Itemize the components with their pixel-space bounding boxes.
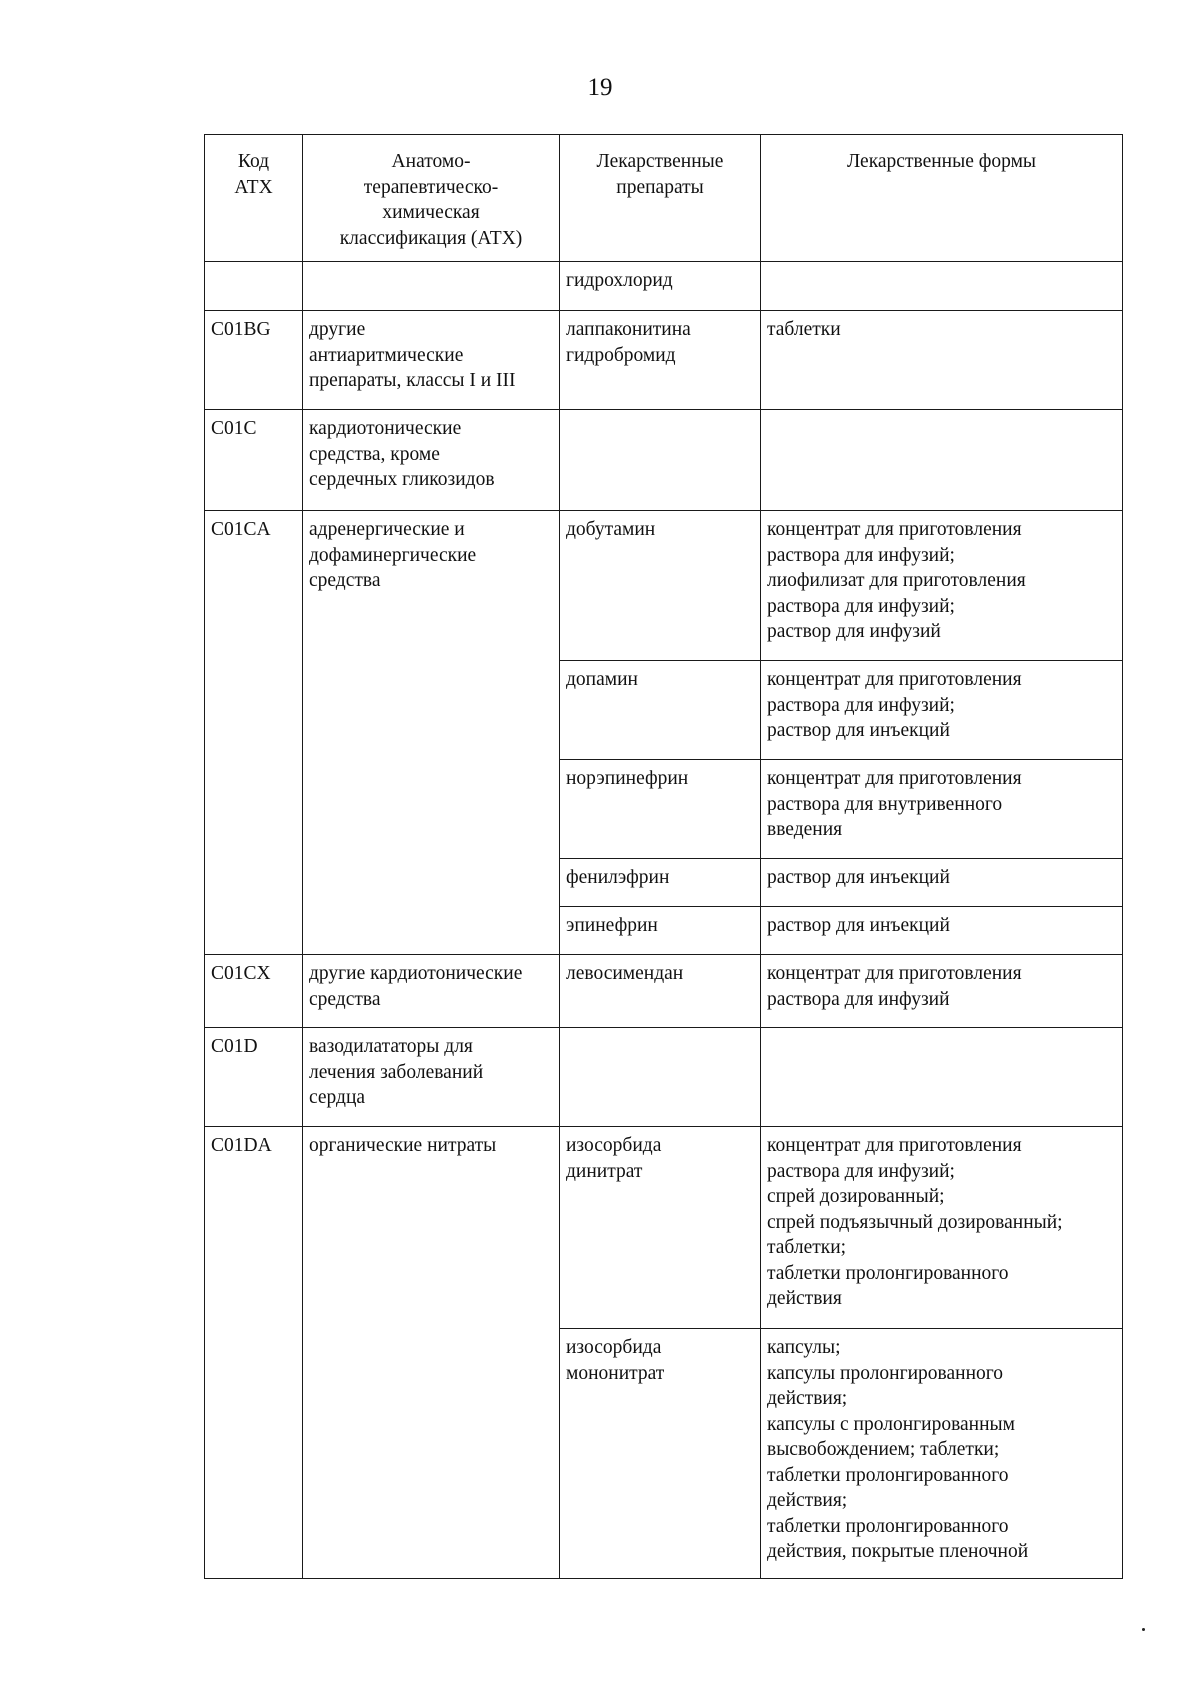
- dosage-forms-cell: раствор для инъекций: [761, 859, 1123, 907]
- page-number: 19: [587, 74, 613, 101]
- drug-cell: изосорбида динитрат: [560, 1127, 761, 1329]
- drug-cell: допамин: [560, 661, 761, 760]
- table-row: [205, 1127, 1123, 1329]
- atc-code-cell: C01CX: [205, 955, 303, 1028]
- table-row: [205, 1028, 1123, 1127]
- header-drugs: Лекарственные препараты: [560, 135, 761, 262]
- table-row: [205, 955, 1123, 1028]
- dosage-forms-cell: концентрат для приготовления раствора для инфузий; спрей дозированный; спрей подъязычный дозированный; таблетки; таблетки пролонгированного действия: [761, 1127, 1123, 1329]
- dosage-forms-cell: таблетки: [761, 311, 1123, 410]
- header-dosage-forms: Лекарственные формы: [761, 135, 1123, 262]
- drug-cell: [560, 1028, 761, 1127]
- header-atc-classification: Анатомо- терапевтическо- химическая классификация (АТХ): [303, 135, 560, 262]
- table-header-row: [205, 135, 1123, 262]
- scan-speck: [1142, 1628, 1145, 1631]
- drug-cell: эпинефрин: [560, 907, 761, 955]
- dosage-forms-cell: концентрат для приготовления раствора для инфузий: [761, 955, 1123, 1028]
- drug-cell: норэпинефрин: [560, 760, 761, 859]
- dosage-forms-cell: концентрат для приготовления раствора для инфузий; лиофилизат для приготовления раствора для инфузий; раствор для инфузий: [761, 511, 1123, 661]
- atc-code-cell: C01D: [205, 1028, 303, 1127]
- classification-cell: другие кардиотонические средства: [303, 955, 560, 1028]
- drug-cell: добутамин: [560, 511, 761, 661]
- drug-cell: фенилэфрин: [560, 859, 761, 907]
- classification-cell: органические нитраты: [303, 1127, 560, 1579]
- dosage-forms-cell: концентрат для приготовления раствора для внутривенного введения: [761, 760, 1123, 859]
- dosage-forms-cell: концентрат для приготовления раствора для инфузий; раствор для инъекций: [761, 661, 1123, 760]
- dosage-forms-cell: раствор для инъекций: [761, 907, 1123, 955]
- atc-code-cell: C01CA: [205, 511, 303, 955]
- dosage-forms-cell: [761, 1028, 1123, 1127]
- drug-cell: лаппаконитина гидробромид: [560, 311, 761, 410]
- dosage-forms-cell: капсулы; капсулы пролонгированного действия; капсулы с пролонгированным высвобождением; таблетки; таблетки пролонгированного действия; таблетки пролонгированного действия, покрытые пленочной: [761, 1329, 1123, 1579]
- atc-code-cell: C01C: [205, 410, 303, 511]
- table-row: [205, 311, 1123, 410]
- header-atc-code: Код АТХ: [205, 135, 303, 262]
- atc-code-cell: [205, 262, 303, 311]
- drug-cell: левосимендан: [560, 955, 761, 1028]
- atc-drug-table: [204, 134, 1123, 1579]
- atc-code-cell: C01DA: [205, 1127, 303, 1579]
- dosage-forms-cell: [761, 410, 1123, 511]
- classification-cell: кардиотонические средства, кроме сердечных гликозидов: [303, 410, 560, 511]
- table-row: [205, 262, 1123, 311]
- atc-code-cell: C01BG: [205, 311, 303, 410]
- classification-cell: вазодилататоры для лечения заболеваний сердца: [303, 1028, 560, 1127]
- classification-cell: [303, 262, 560, 311]
- dosage-forms-cell: [761, 262, 1123, 311]
- table-row: [205, 511, 1123, 661]
- table-row: [205, 410, 1123, 511]
- drug-cell: гидрохлорид: [560, 262, 761, 311]
- drug-cell: изосорбида мононитрат: [560, 1329, 761, 1579]
- drug-cell: [560, 410, 761, 511]
- classification-cell: адренергические и дофаминергические средства: [303, 511, 560, 955]
- classification-cell: другие антиаритмические препараты, классы I и III: [303, 311, 560, 410]
